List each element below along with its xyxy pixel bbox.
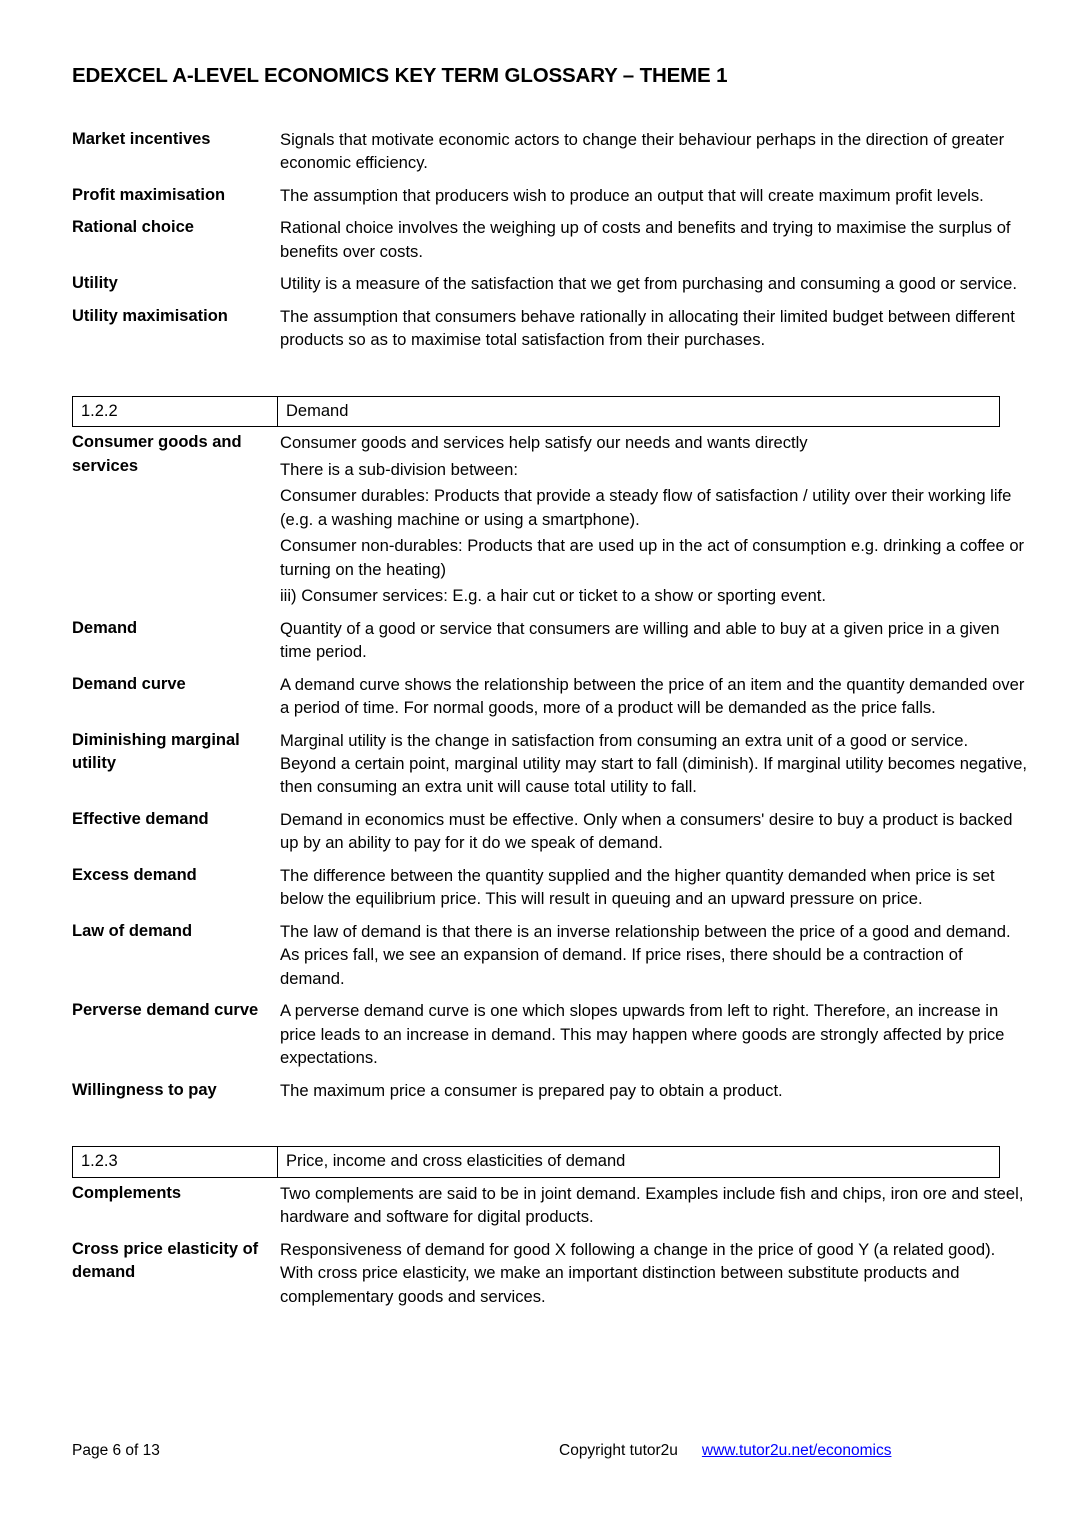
definition-paragraph: There is a sub-division between:	[280, 459, 518, 479]
glossary-term-name: Demand	[72, 618, 138, 637]
definition-paragraph: iii) Consumer services: E.g. a hair cut or ticket to a show or sporting event.	[280, 586, 826, 606]
glossary-term-definition	[280, 1079, 1028, 1102]
glossary-term-row	[72, 431, 1032, 607]
definition-paragraph: The difference between the quantity supplied and the higher quantity demanded when price is set below the equilibrium price. This will result in queuing and an upward pressure on price.	[280, 865, 995, 909]
definition-paragraph: Marginal utility is the change in satisfaction from consuming an extra unit of a good or service. Beyond a certain point, marginal utility may start to fall (diminish). If marginal utility becomes negative, then consuming an extra unit will cause total utility to fall.	[280, 730, 1028, 797]
glossary-term-definition	[280, 673, 1028, 720]
glossary-term-definition	[280, 184, 1028, 207]
definition-paragraph: Consumer non-durables: Products that are used up in the act of consumption e.g. drinking a coffee or turning on the heating)	[280, 536, 1025, 579]
glossary-term-row	[72, 305, 1032, 352]
glossary-term-definition	[280, 729, 1028, 799]
glossary-block	[72, 1146, 1032, 1308]
glossary-term-name: Effective demand	[72, 809, 209, 828]
block-spacer	[72, 1102, 1032, 1146]
definition-paragraph: The assumption that producers wish to produce an output that will create maximum profit levels.	[280, 185, 984, 205]
glossary-term-name: Excess demand	[72, 865, 197, 884]
section-code: 1.2.3	[73, 1147, 278, 1177]
definition-paragraph: Rational choice involves the weighing up of costs and benefits and trying to maximise the surplus of benefits over costs.	[280, 218, 1011, 261]
block-spacer	[72, 352, 1032, 396]
glossary-term-definition	[280, 999, 1028, 1069]
glossary-term-name: Utility	[72, 274, 118, 293]
footer-website-link[interactable]: www.tutor2u.net/economics	[701, 1442, 892, 1459]
definition-paragraph: The maximum price a consumer is prepared pay to obtain a product.	[280, 1080, 783, 1100]
glossary-term-row	[72, 272, 1032, 295]
definition-paragraph: The assumption that consumers behave rationally in allocating their limited budget between different products so as to maximise total satisfaction from their purchases.	[280, 306, 1015, 350]
glossary-term-definition	[280, 272, 1028, 295]
definition-paragraph: A perverse demand curve is one which slopes upwards from left to right. Therefore, an increase in price leads to an increase in demand. This may happen where goods are strongly affected by price expectations.	[280, 1001, 1005, 1068]
definition-paragraph: A demand curve shows the relationship between the price of an item and the quantity demanded over a period of time. For normal goods, more of a product will be demanded as the price falls.	[280, 674, 1025, 718]
section-header-box	[72, 396, 1000, 428]
glossary-term-definition	[280, 920, 1028, 990]
definition-paragraph: Two complements are said to be in joint demand. Examples include fish and chips, iron ore and steel, hardware and software for digital products.	[280, 1183, 1024, 1227]
section-title: Demand	[286, 401, 349, 420]
glossary-term-row	[72, 216, 1032, 263]
glossary-term-row	[72, 999, 1032, 1069]
glossary-block	[72, 396, 1032, 1102]
section-header-box	[72, 1146, 1000, 1178]
glossary-term-name: Utility maximisation	[72, 306, 228, 325]
glossary-term-definition	[280, 128, 1028, 175]
glossary-term-row	[72, 808, 1032, 855]
glossary-term-definition	[280, 864, 1028, 911]
glossary-term-row	[72, 1182, 1032, 1229]
glossary-term-definition	[280, 1238, 1028, 1308]
definition-paragraph: The law of demand is that there is an inverse relationship between the price of a good and demand. As prices fall, we see an expansion of demand. If price rises, there should be a contraction of demand.	[280, 921, 1011, 988]
footer-right-group	[559, 1442, 891, 1460]
glossary-term-name: Willingness to pay	[72, 1080, 217, 1099]
glossary-term-row	[72, 1238, 1032, 1308]
glossary-term-name: Complements	[72, 1183, 182, 1202]
definition-paragraph: Consumer durables: Products that provide a steady flow of satisfaction / utility over their working life (e.g. a washing machine or using a smartphone).	[280, 486, 1012, 529]
page-footer	[72, 1442, 1006, 1460]
glossary-term-name: Perverse demand curve	[72, 1001, 259, 1020]
glossary-term-row	[72, 864, 1032, 911]
glossary-term-name: Diminishing marginal utility	[72, 730, 240, 772]
glossary-term-name: Cross price elasticity of demand	[72, 1239, 259, 1282]
glossary-term-definition	[280, 1182, 1028, 1229]
section-code: 1.2.2	[73, 397, 278, 427]
glossary-term-row	[72, 617, 1032, 664]
glossary-term-definition	[280, 431, 1028, 607]
definition-paragraph: Demand in economics must be effective. Only when a consumers' desire to buy a product is backed up by an ability to pay for it do we speak of demand.	[280, 809, 1013, 853]
glossary-term-name: Profit maximisation	[72, 185, 226, 204]
glossary-term-definition	[280, 808, 1028, 855]
glossary-term-row	[72, 1079, 1032, 1102]
glossary-term-name: Demand curve	[72, 674, 186, 693]
glossary-block	[72, 128, 1032, 352]
page-title: EDEXCEL A-LEVEL ECONOMICS KEY TERM GLOSSARY – THEME 1	[72, 64, 728, 87]
glossary-term-row	[72, 729, 1032, 799]
glossary-term-name: Consumer goods and services	[72, 433, 242, 475]
glossary-term-row	[72, 128, 1032, 175]
definition-paragraph: Consumer goods and services help satisfy our needs and wants directly	[280, 433, 808, 453]
glossary-term-name: Law of demand	[72, 921, 193, 940]
footer-page-number: Page 6 of 13	[72, 1442, 160, 1459]
definition-paragraph: Quantity of a good or service that consumers are willing and able to buy at a given price in a given time period.	[280, 618, 1000, 662]
definition-paragraph: Signals that motivate economic actors to change their behaviour perhaps in the direction of greater economic efficiency.	[280, 130, 1005, 173]
definition-paragraph: Utility is a measure of the satisfaction that we get from purchasing and consuming a good or service.	[280, 274, 1017, 294]
glossary-term-row	[72, 184, 1032, 207]
glossary-term-row	[72, 673, 1032, 720]
definition-paragraph: Responsiveness of demand for good X following a change in the price of good Y (a related good). With cross price elasticity, we make an important distinction between substitute products and complementary goods and services.	[280, 1239, 996, 1306]
glossary-term-row	[72, 920, 1032, 990]
glossary-term-name: Market incentives	[72, 130, 211, 148]
glossary-term-name: Rational choice	[72, 218, 194, 237]
glossary-term-definition	[280, 617, 1028, 664]
section-title: Price, income and cross elasticities of demand	[286, 1152, 626, 1171]
glossary-term-definition	[280, 305, 1028, 352]
footer-copyright: Copyright tutor2u	[559, 1442, 678, 1459]
glossary-content	[72, 128, 1032, 1308]
glossary-term-definition	[280, 216, 1028, 263]
